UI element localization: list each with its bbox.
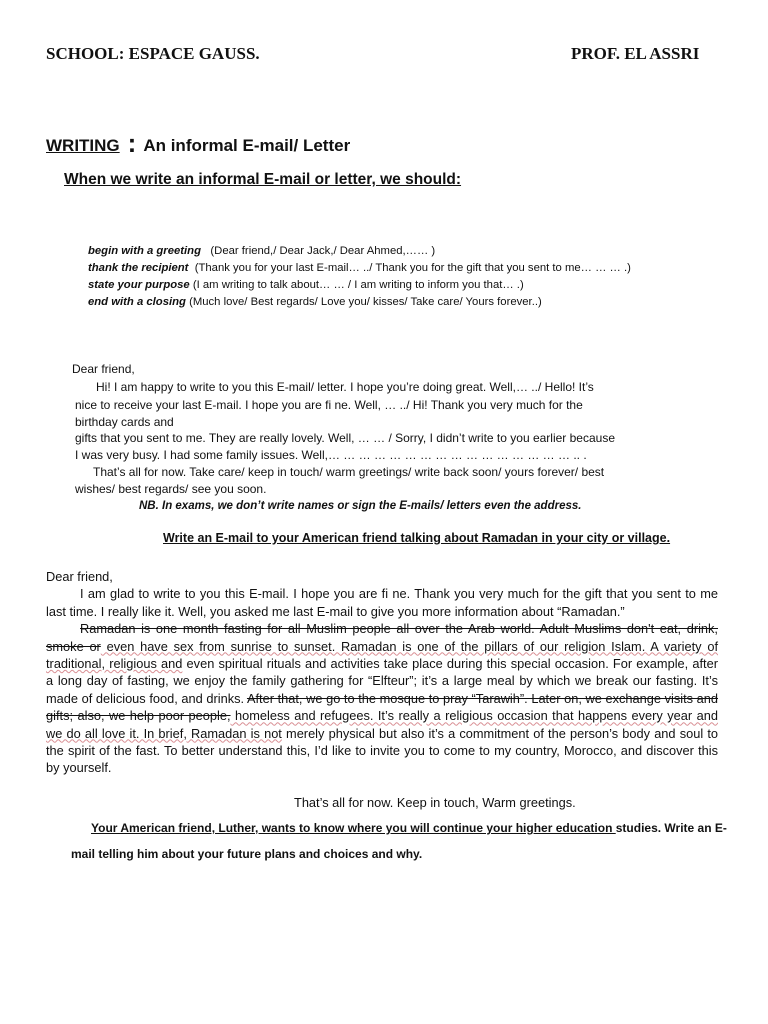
task-prompt-underlined: Your American friend, Luther, wants to know where you will continue your higher education (91, 821, 616, 835)
step-example: (Dear friend,/ Dear Jack,/ Dear Ahmed,…… ) (210, 245, 436, 257)
sample-line: birthday cards and (75, 415, 174, 429)
task-prompt-rest: studies. Write an E- (615, 821, 727, 835)
task-prompt-2 (91, 821, 727, 835)
step-purpose (88, 277, 631, 294)
writing-subtitle: An informal E-mail/ Letter (143, 136, 351, 155)
title-colon: : (127, 128, 137, 158)
step-example: (I am writing to talk about… … / I am writing to inform you that… .) (192, 279, 524, 291)
sample-greeting: Dear friend, (72, 362, 135, 376)
step-label: state your purpose (88, 279, 190, 291)
step-label: end with a closing (88, 296, 186, 308)
nb-note: NB. In exams, we don’t write names or sign the E-mails/ letters even the address. (139, 500, 582, 512)
letter-text: even spiritual rituals and activities take place during this special occasion. For example, after a long day of fasting, we enjoy the family gathering for “Elfteur”; it’s a large meal by which we break our fasting. It’s made of delicious food, and drinks. (46, 656, 718, 706)
letter-closing: That’s all for now. Keep in touch, Warm greetings. (294, 795, 576, 810)
sample-line: I was very busy. I had some family issues. Well,… … … … … … … … … … … … … … … … .. . (75, 448, 587, 462)
steps-list (88, 243, 631, 311)
sample-line: Hi! I am happy to write to you this E-mail/ letter. I hope you’re doing great. Well,… ../ Hello! It’s (96, 380, 594, 394)
step-label: begin with a greeting (88, 245, 201, 257)
flagged-text: even have sex from sunrise to sunset. Ramadan is one of the pillars of our religion Islam. A variety of traditional, religious and (46, 638, 719, 672)
task-prompt-2-line2: mail telling him about your future plans and choices and why. (71, 847, 423, 861)
letter-text: merely physical but also it’s a commitment of the person’s body and soul to the spirit of the fast. To better understand this, I’d like to invite you to come to my country, Morocco, and discover this by yourself. (46, 725, 719, 776)
flagged-text: homeless and refugees. It’s really a religious occasion that happens every year and we do all love it. In brief, Ramadan is not (46, 708, 718, 741)
step-label: thank the recipient (88, 262, 189, 274)
step-greeting (88, 243, 631, 260)
step-example: (Thank you for your last E-mail… ../ Thank you for the gift that you sent to me… … … .) (194, 262, 631, 274)
struck-text: After that, we go to the mosque to pray “Tarawih”. Later on, we exchange visits and gifts; also, we help poor people, (46, 690, 718, 724)
step-example: (Much love/ Best regards/ Love you/ kisses/ Take care/ Yours forever..) (189, 296, 542, 308)
sample-line: That’s all for now. Take care/ keep in touch/ warm greetings/ write back soon/ yours forever/ best (93, 465, 605, 479)
sample-line: gifts that you sent to me. They are really lovely. Well, … … / Sorry, I didn’t write to you earlier because (75, 431, 616, 445)
instructions-heading: When we write an informal E-mail or letter, we should: (64, 171, 462, 188)
letter-paragraph-2 (46, 620, 718, 777)
letter-paragraph-1: I am glad to write to you this E-mail. I hope you are fi ne. Thank you very much for the gift that you sent to me last time. I really like it. Well, you asked me last E-mail to give you more information about “Ramadan.” (46, 586, 718, 619)
step-thank (88, 260, 631, 277)
letter-greeting: Dear friend, (46, 569, 113, 584)
writing-title (46, 128, 350, 159)
professor-name: PROF. EL ASSRI (571, 44, 700, 63)
struck-text: Ramadan is one month fasting for all Muslim people all over the Arab world. Adult Muslims don't eat, drink, smoke or (46, 621, 718, 654)
sample-line: nice to receive your last E-mail. I hope you are fi ne. Well, … ../ Hi! Thank you very much for the (75, 398, 583, 412)
school-name: SCHOOL: ESPACE GAUSS. (46, 44, 260, 63)
step-closing (88, 294, 631, 311)
model-letter (46, 568, 718, 777)
writing-heading: WRITING (46, 136, 120, 155)
sample-line: wishes/ best regards/ see you soon. (75, 482, 267, 496)
task-prompt: Write an E-mail to your American friend talking about Ramadan in your city or village. (163, 531, 671, 545)
